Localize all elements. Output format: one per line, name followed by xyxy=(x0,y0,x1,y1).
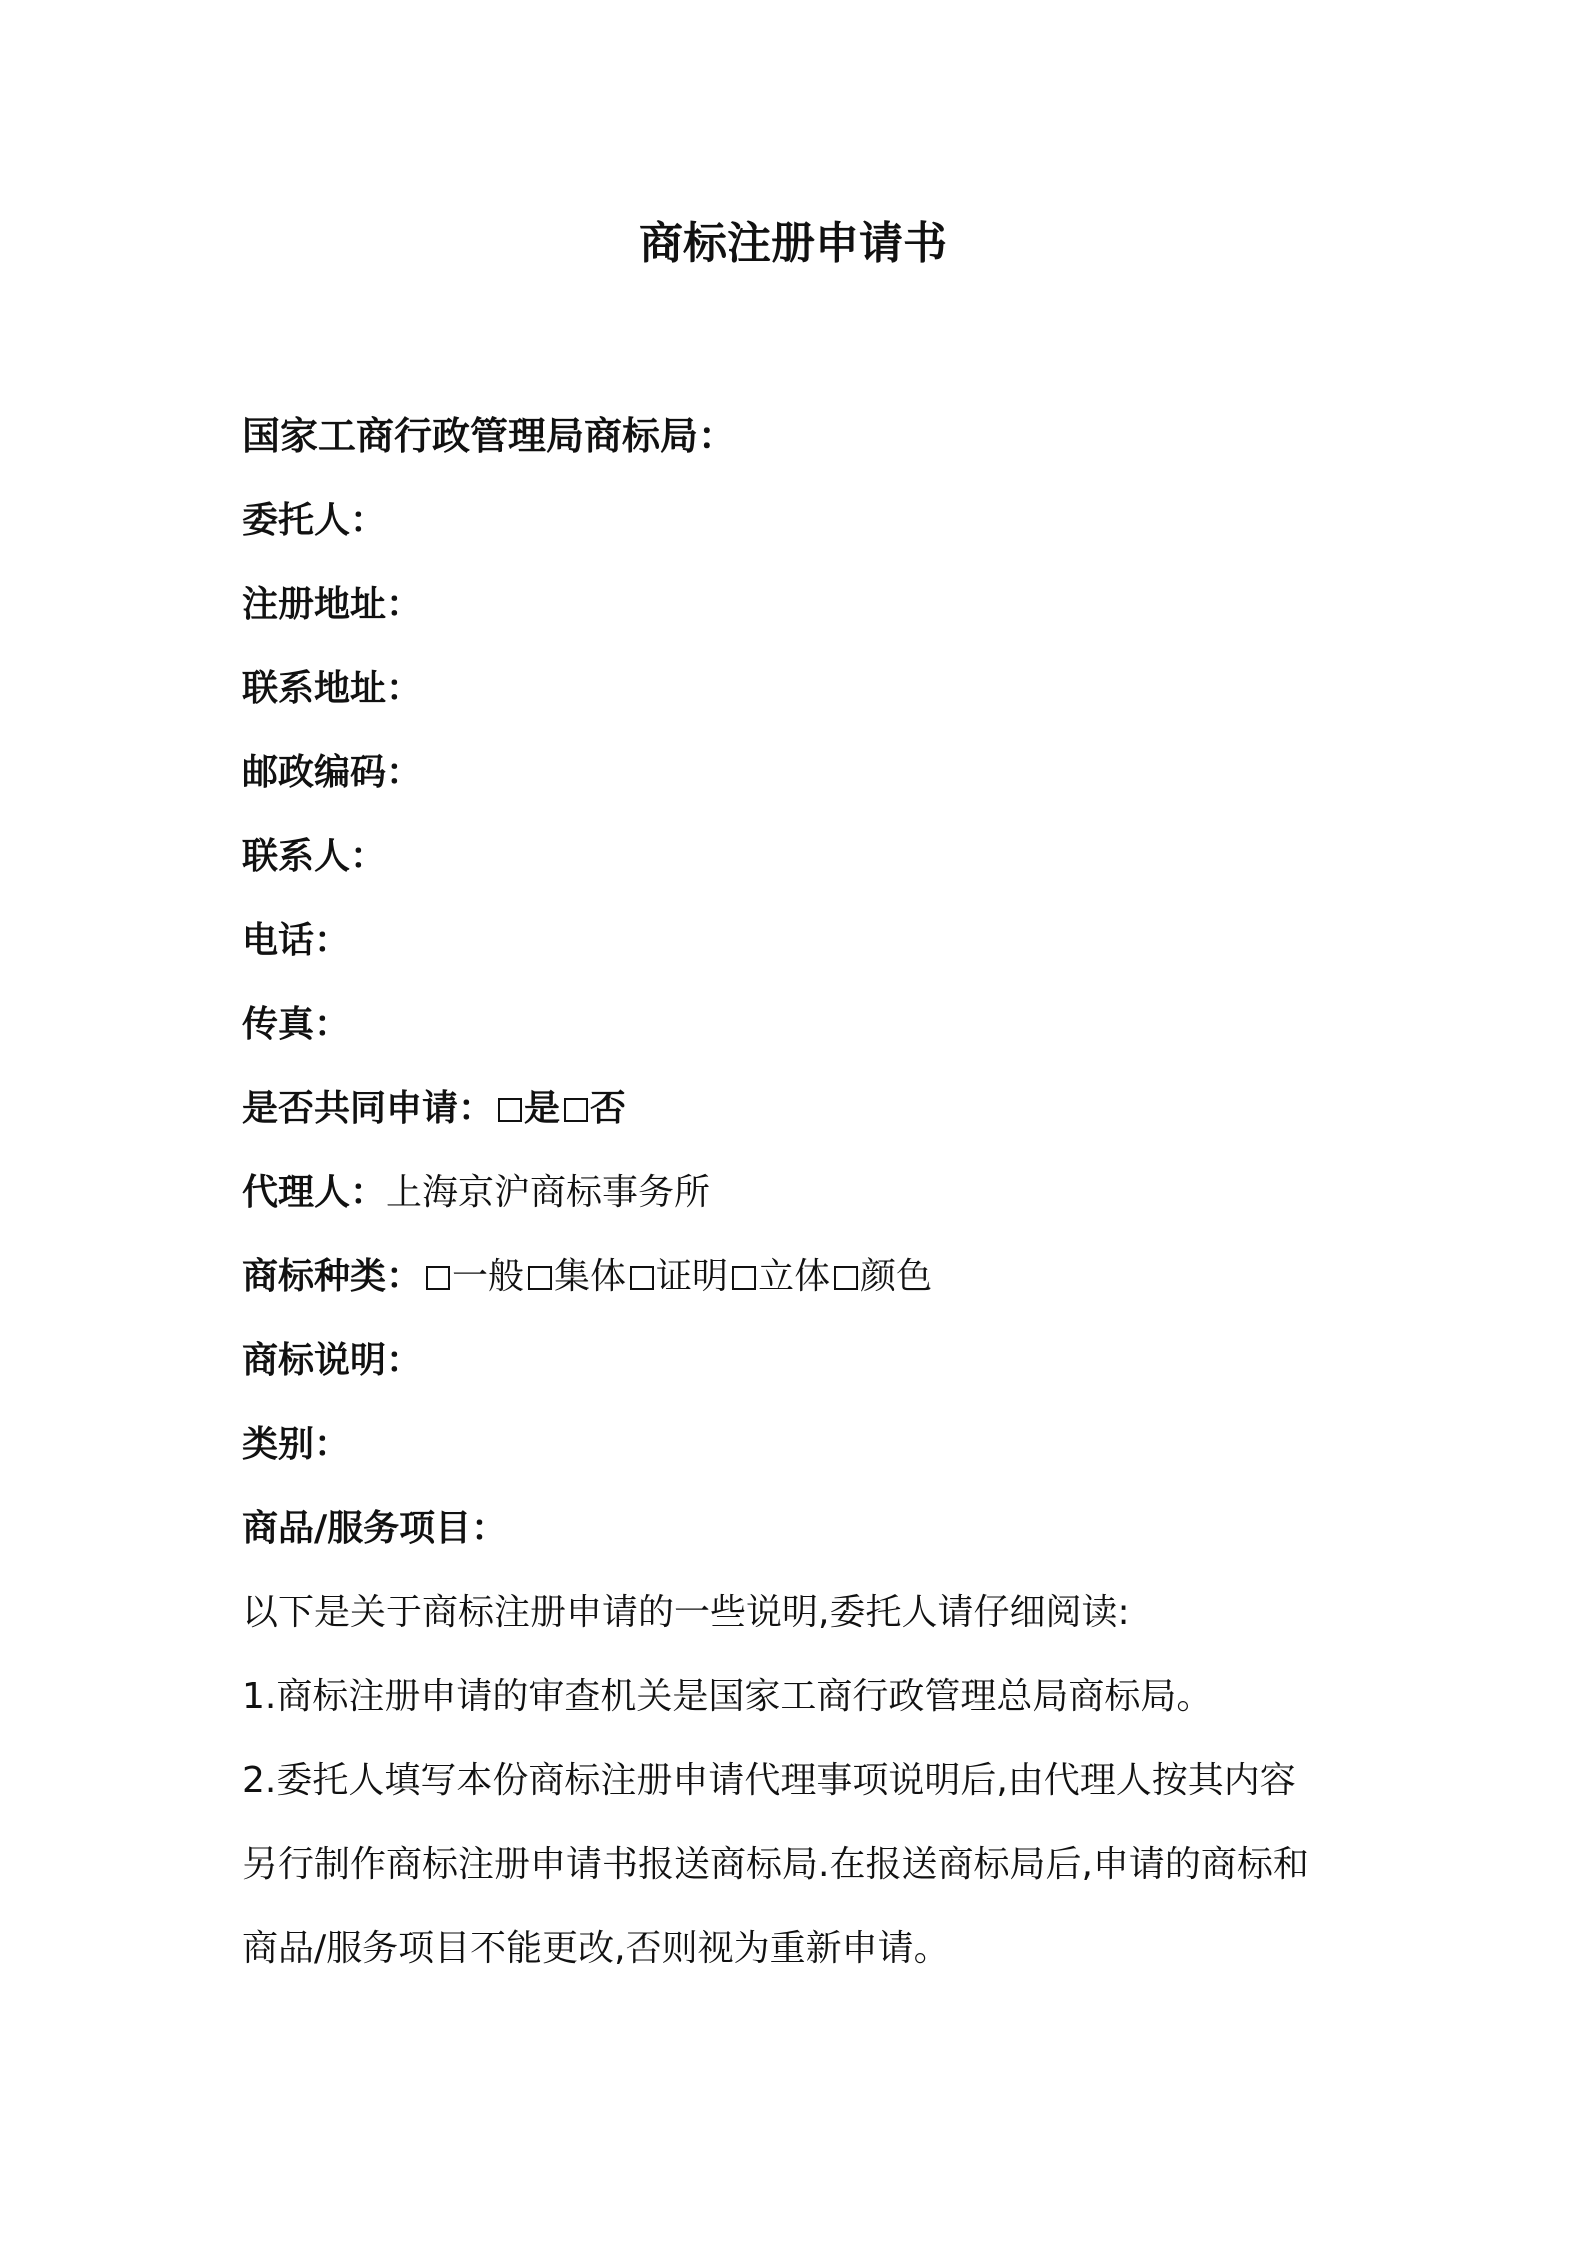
field-postal-code: 邮政编码： xyxy=(242,752,423,793)
option-certification-label: 证明 xyxy=(656,1256,729,1297)
field-trademark-type xyxy=(242,1252,932,1302)
notes-item-2-line-2: 另行制作商标注册申请书报送商标局.在报送商标局后,申请的商标和 xyxy=(242,1844,1309,1885)
field-goods-services: 商品/服务项目： xyxy=(242,1508,508,1549)
notes-intro: 以下是关于商标注册申请的一些说明,委托人请仔细阅读: xyxy=(242,1592,1130,1633)
checkbox-color[interactable] xyxy=(834,1266,858,1290)
option-3d-label: 立体 xyxy=(758,1256,831,1297)
field-trademark-description: 商标说明： xyxy=(242,1340,423,1381)
checkbox-3d[interactable] xyxy=(732,1266,756,1290)
checkbox-certification[interactable] xyxy=(630,1266,654,1290)
option-general-label: 一般 xyxy=(452,1256,525,1297)
joint-application-option-yes[interactable] xyxy=(494,1084,560,1134)
document-title: 商标注册申请书 xyxy=(639,218,947,269)
notes-item-1: 1.商标注册申请的审查机关是国家工商行政管理总局商标局。 xyxy=(242,1676,1213,1717)
option-no-label: 否 xyxy=(590,1088,627,1129)
field-phone: 电话： xyxy=(242,920,351,961)
checkbox-no[interactable] xyxy=(564,1098,588,1122)
notes-item-2-line-3: 商品/服务项目不能更改,否则视为重新申请。 xyxy=(242,1928,950,1969)
field-contact-person: 联系人： xyxy=(242,836,387,877)
agent-label: 代理人： xyxy=(242,1172,387,1213)
trademark-type-option-3d[interactable] xyxy=(728,1252,830,1302)
field-class: 类别： xyxy=(242,1424,351,1465)
checkbox-yes[interactable] xyxy=(498,1098,522,1122)
field-joint-application xyxy=(242,1084,626,1134)
joint-application-option-no[interactable] xyxy=(560,1084,626,1134)
field-fax: 传真： xyxy=(242,1004,351,1045)
joint-application-label: 是否共同申请： xyxy=(242,1088,495,1129)
trademark-type-option-general[interactable] xyxy=(422,1252,524,1302)
agent-value: 上海京沪商标事务所 xyxy=(386,1172,711,1213)
option-yes-label: 是 xyxy=(524,1088,561,1129)
trademark-type-option-certification[interactable] xyxy=(626,1252,728,1302)
field-contact-address: 联系地址： xyxy=(242,668,423,709)
trademark-type-option-color[interactable] xyxy=(830,1252,932,1302)
checkbox-collective[interactable] xyxy=(528,1266,552,1290)
trademark-type-option-collective[interactable] xyxy=(524,1252,626,1302)
field-registered-address: 注册地址： xyxy=(242,584,423,625)
field-principal: 委托人： xyxy=(242,500,387,541)
trademark-type-label: 商标种类： xyxy=(242,1256,423,1297)
addressee-line: 国家工商行政管理局商标局： xyxy=(242,414,737,458)
checkbox-general[interactable] xyxy=(426,1266,450,1290)
field-agent xyxy=(242,1168,710,1218)
option-color-label: 颜色 xyxy=(860,1256,933,1297)
option-collective-label: 集体 xyxy=(554,1256,627,1297)
notes-item-2-line-1: 2.委托人填写本份商标注册申请代理事项说明后,由代理人按其内容 xyxy=(242,1760,1296,1801)
